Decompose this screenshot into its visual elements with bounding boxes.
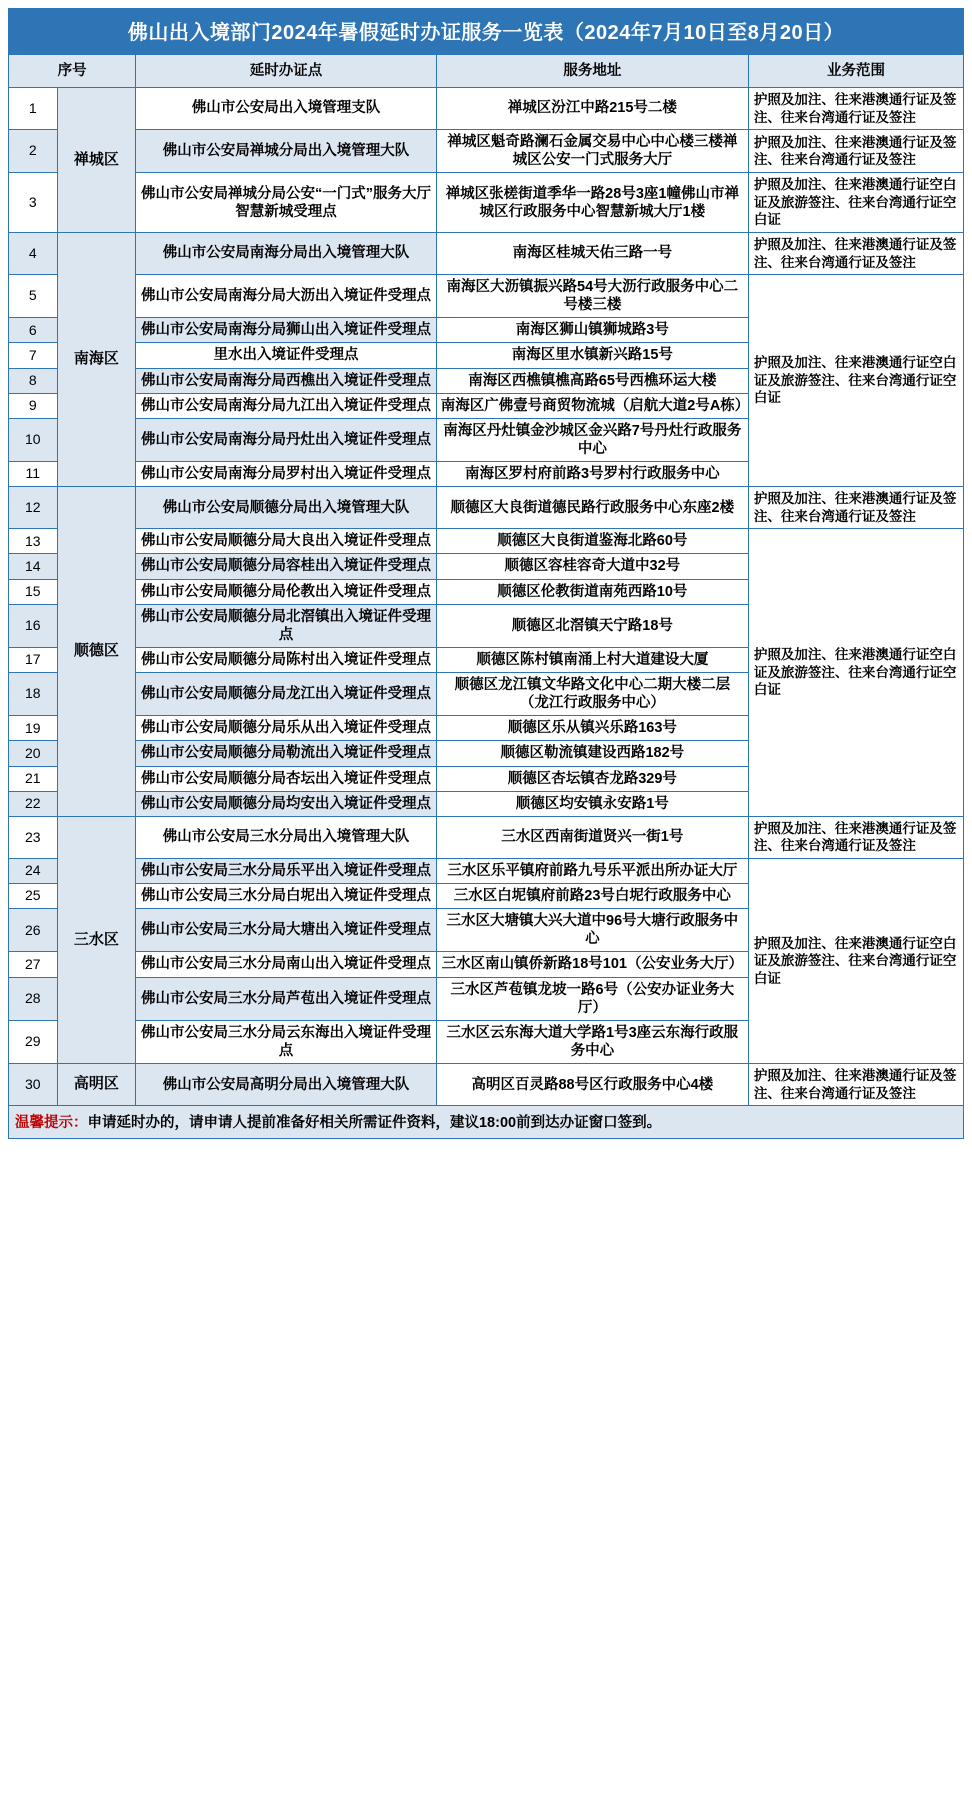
point-name: 佛山市公安局南海分局西樵出入境证件受理点 [136, 368, 437, 393]
business-scope: 护照及加注、往来港澳通行证空白证及旅游签注、往来台湾通行证空白证 [748, 275, 963, 487]
table-row [9, 816, 964, 858]
row-index: 2 [9, 130, 58, 173]
district-cell: 南海区 [57, 232, 136, 486]
point-address: 顺德区容桂容奇大道中32号 [436, 554, 748, 579]
business-scope: 护照及加注、往来港澳通行证及签注、往来台湾通行证及签注 [748, 88, 963, 130]
table-row [9, 88, 964, 130]
footer-label: 温馨提示： [15, 1115, 88, 1132]
point-name: 佛山市公安局顺德分局陈村出入境证件受理点 [136, 647, 437, 672]
point-name: 佛山市公安局高明分局出入境管理大队 [136, 1064, 437, 1106]
point-address: 南海区大沥镇振兴路54号大沥行政服务中心二号楼三楼 [436, 275, 748, 318]
point-name: 佛山市公安局顺德分局乐从出入境证件受理点 [136, 716, 437, 741]
point-name: 佛山市公安局出入境管理支队 [136, 88, 437, 130]
business-scope: 护照及加注、往来港澳通行证及签注、往来台湾通行证及签注 [748, 1064, 963, 1106]
row-index: 19 [9, 716, 58, 741]
point-name: 佛山市公安局三水分局白坭出入境证件受理点 [136, 884, 437, 909]
point-address: 顺德区杏坛镇杏龙路329号 [436, 766, 748, 791]
service-points-table [8, 54, 964, 1106]
footer-text: 申请延时办的，请申请人提前准备好相关所需证件资料，建议18:00前到达办证窗口签到。 [87, 1115, 662, 1132]
point-name: 佛山市公安局三水分局南山出入境证件受理点 [136, 952, 437, 977]
point-name: 佛山市公安局顺德分局出入境管理大队 [136, 487, 437, 529]
row-index: 20 [9, 741, 58, 766]
row-index: 28 [9, 977, 58, 1020]
district-cell: 禅城区 [57, 88, 136, 233]
table-row [9, 1064, 964, 1106]
point-name: 佛山市公安局三水分局大塘出入境证件受理点 [136, 909, 437, 952]
point-name: 佛山市公安局顺德分局大良出入境证件受理点 [136, 529, 437, 554]
point-address: 顺德区北滘镇天宁路18号 [436, 604, 748, 647]
point-address: 三水区西南街道贤兴一街1号 [436, 816, 748, 858]
point-name: 佛山市公安局南海分局罗村出入境证件受理点 [136, 462, 437, 487]
point-address: 禅城区魁奇路澜石金属交易中心中心楼三楼禅城区公安一门式服务大厅 [436, 130, 748, 173]
column-header-scope: 业务范围 [748, 55, 963, 88]
point-address: 三水区芦苞镇龙坡一路6号（公安办证业务大厅） [436, 977, 748, 1020]
row-index: 12 [9, 487, 58, 529]
point-address: 南海区狮山镇狮城路3号 [436, 318, 748, 343]
table-row [9, 858, 964, 883]
point-name: 佛山市公安局南海分局九江出入境证件受理点 [136, 393, 437, 418]
point-address: 南海区广佛壹号商贸物流城（启航大道2号A栋） [436, 393, 748, 418]
row-index: 24 [9, 858, 58, 883]
point-name: 佛山市公安局三水分局云东海出入境证件受理点 [136, 1020, 437, 1063]
point-name: 佛山市公安局顺德分局容桂出入境证件受理点 [136, 554, 437, 579]
point-address: 禅城区张槎街道季华一路28号3座1幢佛山市禅城区行政服务中心智慧新城大厅1楼 [436, 173, 748, 233]
business-scope: 护照及加注、往来港澳通行证及签注、往来台湾通行证及签注 [748, 232, 963, 274]
point-name: 佛山市公安局三水分局乐平出入境证件受理点 [136, 858, 437, 883]
row-index: 9 [9, 393, 58, 418]
point-address: 三水区南山镇侨新路18号101（公安业务大厅） [436, 952, 748, 977]
point-address: 南海区西樵镇樵高路65号西樵环运大楼 [436, 368, 748, 393]
table-row [9, 275, 964, 318]
point-address: 顺德区均安镇永安路1号 [436, 791, 748, 816]
row-index: 16 [9, 604, 58, 647]
business-scope: 护照及加注、往来港澳通行证空白证及旅游签注、往来台湾通行证空白证 [748, 529, 963, 817]
row-index: 26 [9, 909, 58, 952]
row-index: 29 [9, 1020, 58, 1063]
point-address: 南海区桂城天佑三路一号 [436, 232, 748, 274]
point-address: 三水区白坭镇府前路23号白坭行政服务中心 [436, 884, 748, 909]
row-index: 22 [9, 791, 58, 816]
point-name: 佛山市公安局顺德分局均安出入境证件受理点 [136, 791, 437, 816]
point-name: 佛山市公安局禅城分局出入境管理大队 [136, 130, 437, 173]
row-index: 27 [9, 952, 58, 977]
point-name: 佛山市公安局南海分局大沥出入境证件受理点 [136, 275, 437, 318]
page-title: 佛山出入境部门2024年暑假延时办证服务一览表（2024年7月10日至8月20日） [8, 8, 964, 54]
point-name: 佛山市公安局南海分局狮山出入境证件受理点 [136, 318, 437, 343]
point-address: 南海区里水镇新兴路15号 [436, 343, 748, 368]
district-cell: 三水区 [57, 816, 136, 1063]
row-index: 15 [9, 579, 58, 604]
table-row [9, 529, 964, 554]
table-header-row [9, 55, 964, 88]
row-index: 11 [9, 462, 58, 487]
point-address: 顺德区大良街道鉴海北路60号 [436, 529, 748, 554]
row-index: 18 [9, 673, 58, 716]
point-address: 三水区云东海大道大学路1号3座云东海行政服务中心 [436, 1020, 748, 1063]
point-address: 三水区大塘镇大兴大道中96号大塘行政服务中心 [436, 909, 748, 952]
business-scope: 护照及加注、往来港澳通行证及签注、往来台湾通行证及签注 [748, 816, 963, 858]
point-address: 禅城区汾江中路215号二楼 [436, 88, 748, 130]
table-row [9, 232, 964, 274]
point-address: 顺德区勒流镇建设西路182号 [436, 741, 748, 766]
table-row [9, 487, 964, 529]
point-address: 三水区乐平镇府前路九号乐平派出所办证大厅 [436, 858, 748, 883]
district-cell: 顺德区 [57, 487, 136, 817]
row-index: 3 [9, 173, 58, 233]
row-index: 17 [9, 647, 58, 672]
row-index: 30 [9, 1064, 58, 1106]
point-address: 顺德区大良街道德民路行政服务中心东座2楼 [436, 487, 748, 529]
point-address: 顺德区乐从镇兴乐路163号 [436, 716, 748, 741]
row-index: 6 [9, 318, 58, 343]
point-address: 顺德区伦教街道南苑西路10号 [436, 579, 748, 604]
point-address: 南海区罗村府前路3号罗村行政服务中心 [436, 462, 748, 487]
row-index: 8 [9, 368, 58, 393]
point-address: 顺德区龙江镇文华路文化中心二期大楼二层（龙江行政服务中心） [436, 673, 748, 716]
table-row [9, 173, 964, 233]
point-address: 高明区百灵路88号区行政服务中心4楼 [436, 1064, 748, 1106]
row-index: 7 [9, 343, 58, 368]
row-index: 13 [9, 529, 58, 554]
column-header-index: 序号 [9, 55, 136, 88]
district-cell: 高明区 [57, 1064, 136, 1106]
row-index: 25 [9, 884, 58, 909]
point-name: 里水出入境证件受理点 [136, 343, 437, 368]
table-row [9, 130, 964, 173]
row-index: 10 [9, 418, 58, 461]
row-index: 5 [9, 275, 58, 318]
point-address: 顺德区陈村镇南涌上村大道建设大厦 [436, 647, 748, 672]
point-name: 佛山市公安局顺德分局龙江出入境证件受理点 [136, 673, 437, 716]
point-name: 佛山市公安局顺德分局杏坛出入境证件受理点 [136, 766, 437, 791]
business-scope: 护照及加注、往来港澳通行证及签注、往来台湾通行证及签注 [748, 130, 963, 173]
row-index: 4 [9, 232, 58, 274]
point-name: 佛山市公安局南海分局出入境管理大队 [136, 232, 437, 274]
point-name: 佛山市公安局顺德分局伦教出入境证件受理点 [136, 579, 437, 604]
row-index: 23 [9, 816, 58, 858]
point-address: 南海区丹灶镇金沙城区金兴路7号丹灶行政服务中心 [436, 418, 748, 461]
business-scope: 护照及加注、往来港澳通行证空白证及旅游签注、往来台湾通行证空白证 [748, 173, 963, 233]
point-name: 佛山市公安局顺德分局勒流出入境证件受理点 [136, 741, 437, 766]
point-name: 佛山市公安局禅城分局公安“一门式”服务大厅智慧新城受理点 [136, 173, 437, 233]
footer-note [8, 1106, 964, 1139]
business-scope: 护照及加注、往来港澳通行证及签注、往来台湾通行证及签注 [748, 487, 963, 529]
row-index: 21 [9, 766, 58, 791]
point-name: 佛山市公安局顺德分局北滘镇出入境证件受理点 [136, 604, 437, 647]
column-header-address: 服务地址 [436, 55, 748, 88]
business-scope: 护照及加注、往来港澳通行证空白证及旅游签注、往来台湾通行证空白证 [748, 858, 963, 1063]
column-header-point: 延时办证点 [136, 55, 437, 88]
point-name: 佛山市公安局三水分局出入境管理大队 [136, 816, 437, 858]
point-name: 佛山市公安局南海分局丹灶出入境证件受理点 [136, 418, 437, 461]
point-name: 佛山市公安局三水分局芦苞出入境证件受理点 [136, 977, 437, 1020]
row-index: 1 [9, 88, 58, 130]
row-index: 14 [9, 554, 58, 579]
